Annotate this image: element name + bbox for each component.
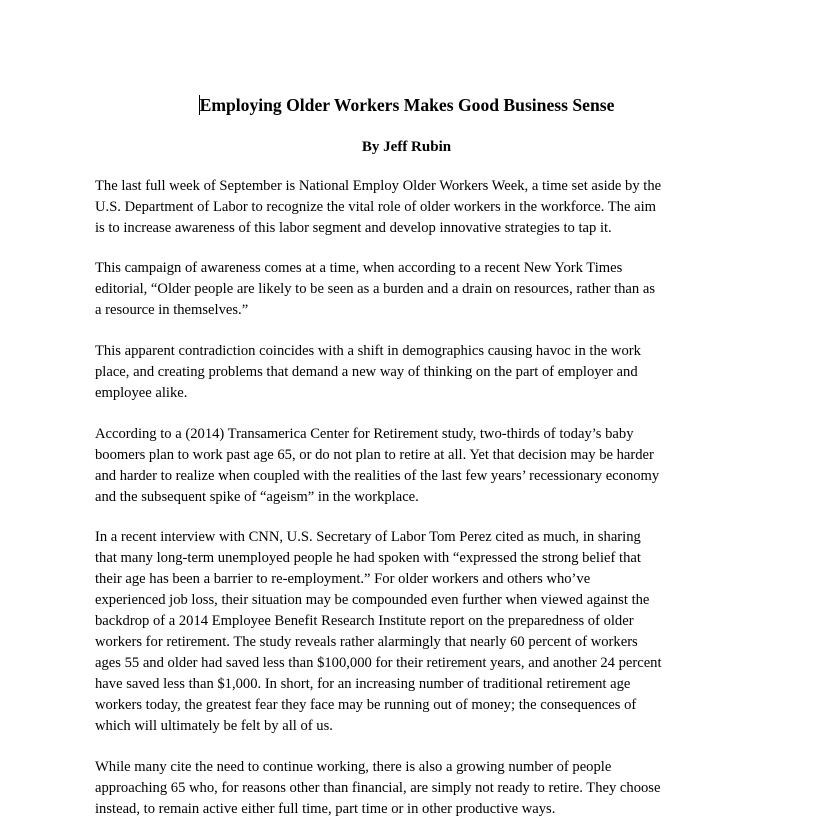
paragraph-4[interactable] — [95, 424, 735, 508]
byline[interactable]: By Jeff Rubin — [361, 139, 452, 155]
paragraph-6[interactable] — [95, 757, 735, 820]
text-line: is to increase awareness of this labor segment and develop innovative strategies to tap it. — [95, 220, 612, 236]
text-line: their age has been a barrier to re-employment.” For older workers and others who’ve — [95, 571, 591, 587]
text-line: have saved less than $1,000. In short, for an increasing number of traditional retirement age — [95, 676, 631, 692]
text-line: boomers plan to work past age 65, or do not plan to retire at all. Yet that decision may be harder — [95, 447, 654, 463]
text-line: backdrop of a 2014 Employee Benefit Research Institute report on the preparedness of older — [95, 613, 634, 629]
text-line: which will ultimately be felt by all of us. — [95, 718, 333, 734]
text-line: According to a (2014) Transamerica Center for Retirement study, two-thirds of today’s baby — [95, 426, 634, 442]
text-line: experienced job loss, their situation may be compounded even further when viewed against the — [95, 592, 650, 608]
paragraph-5[interactable] — [95, 527, 735, 737]
text-line: and harder to realize when coupled with the realities of the last few years’ recessionary economy — [95, 468, 660, 484]
text-line: The last full week of September is National Employ Older Workers Week, a time set aside by the — [95, 178, 662, 194]
text-line: and the subsequent spike of “ageism” in the workplace. — [95, 489, 419, 505]
paragraph-1[interactable] — [95, 176, 735, 239]
paragraph-3[interactable] — [95, 341, 735, 404]
text-line: U.S. Department of Labor to recognize the vital role of older workers in the workforce. The aim — [95, 199, 656, 215]
text-line: In a recent interview with CNN, U.S. Secretary of Labor Tom Perez cited as much, in sharing — [95, 529, 641, 545]
text-line: employee alike. — [95, 385, 188, 401]
text-line: a resource in themselves.” — [95, 302, 249, 318]
text-line: instead, to remain active either full time, part time or in other productive ways. — [95, 801, 556, 817]
text-line: This campaign of awareness comes at a time, when according to a recent New York Times — [95, 260, 623, 276]
text-line: While many cite the need to continue working, there is also a growing number of people — [95, 759, 612, 775]
text-line: that many long-term unemployed people he had spoken with “expressed the strong belief that — [95, 550, 641, 566]
document-title[interactable]: Employing Older Workers Makes Good Business Sense — [199, 95, 615, 115]
text-line: approaching 65 who, for reasons other than financial, are simply not ready to retire. They choose — [95, 780, 661, 796]
text-line: ages 55 and older had saved less than $100,000 for their retirement years, and another 24 percent — [95, 655, 662, 671]
text-line: workers for retirement. The study reveals rather alarmingly that nearly 60 percent of workers — [95, 634, 638, 650]
paragraph-2[interactable] — [95, 258, 735, 321]
text-line: place, and creating problems that demand a new way of thinking on the part of employer and — [95, 364, 638, 380]
text-line: This apparent contradiction coincides with a shift in demographics causing havoc in the work — [95, 343, 641, 359]
document-title-block — [0, 93, 813, 117]
text-line: workers today, the greatest fear they face may be running out of money; the consequences of — [95, 697, 637, 713]
text-line: editorial, “Older people are likely to be seen as a burden and a drain on resources, rather than as — [95, 281, 656, 297]
